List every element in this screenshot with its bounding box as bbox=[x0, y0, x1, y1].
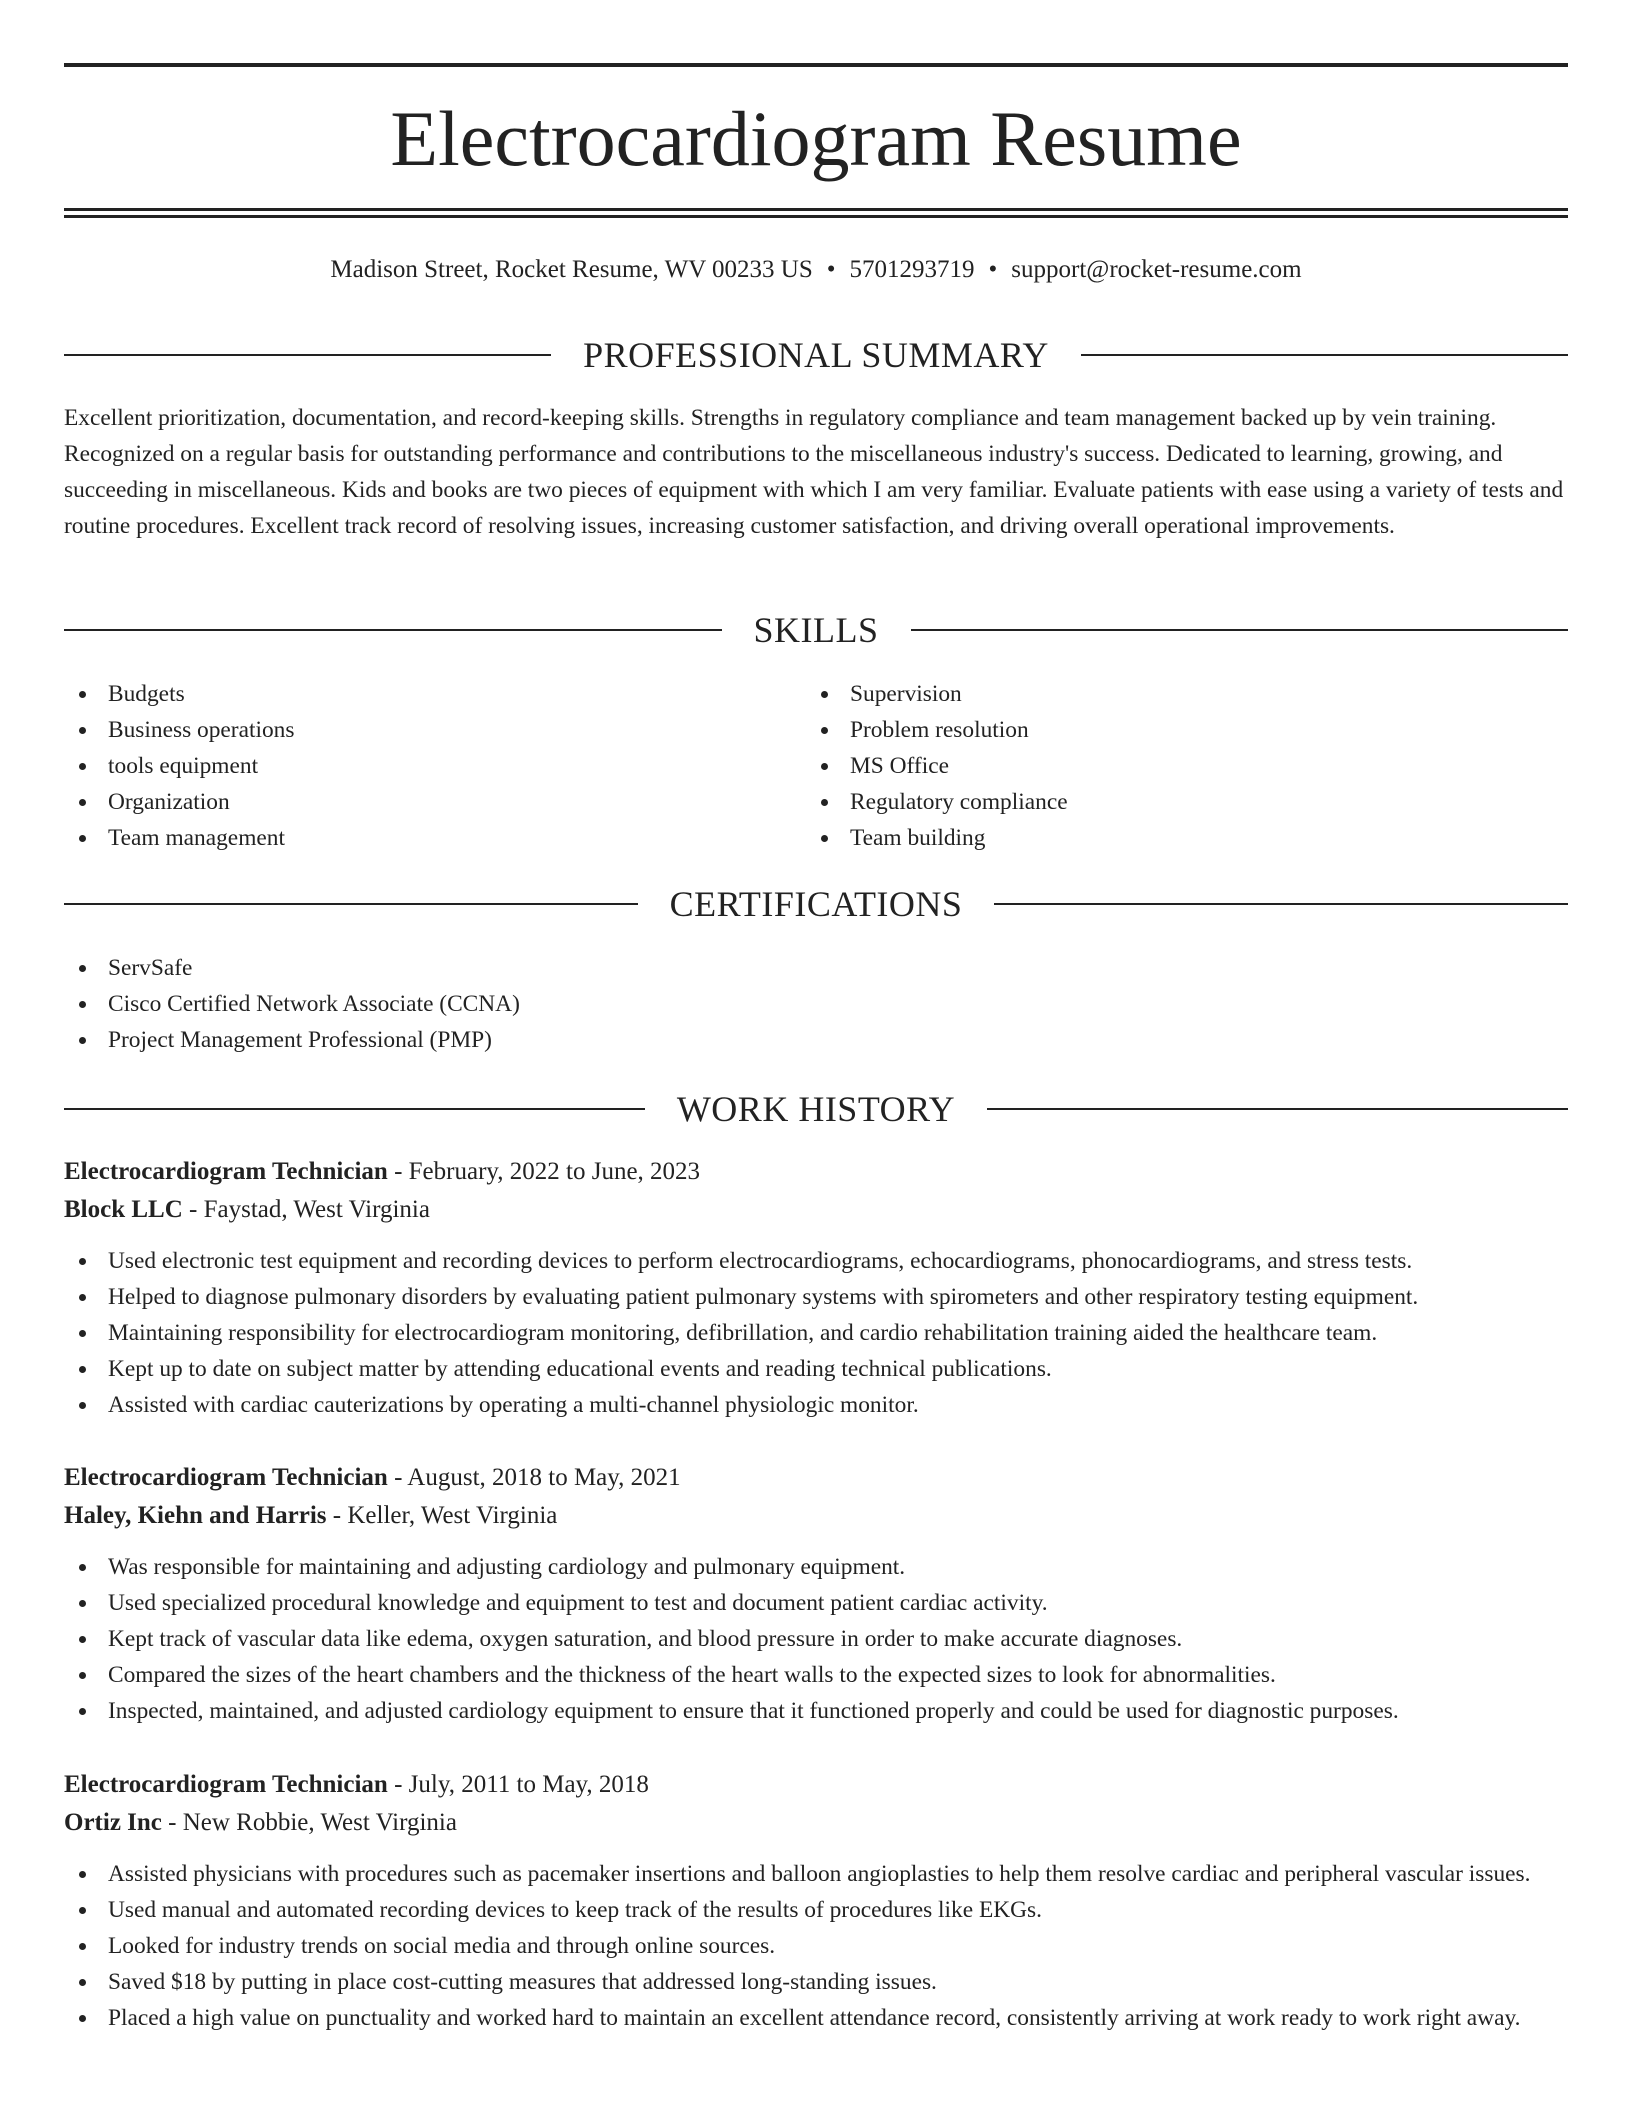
summary-heading-text: PROFESSIONAL SUMMARY bbox=[583, 335, 1049, 375]
job-duty bbox=[64, 1549, 1568, 1585]
job-location: New Robbie, West Virginia bbox=[182, 1809, 457, 1836]
job-dash: - bbox=[182, 1196, 204, 1223]
job-duty bbox=[64, 1928, 1568, 1964]
job-title-line bbox=[64, 1459, 1568, 1497]
skills-column-left bbox=[64, 676, 764, 856]
skill-item bbox=[64, 676, 764, 712]
skill-text: Team building bbox=[850, 825, 986, 851]
job-dash: - bbox=[387, 1771, 409, 1798]
bullet-dot bbox=[79, 1294, 86, 1301]
bullet-dot bbox=[821, 763, 828, 770]
work-history-heading-text: WORK HISTORY bbox=[676, 1089, 956, 1129]
job-location: Faystad, West Virginia bbox=[203, 1196, 430, 1223]
bullet-dot bbox=[79, 763, 86, 770]
certifications-heading-text: CERTIFICATIONS bbox=[669, 884, 963, 924]
job-duty-text: Looked for industry trends on social media and through online sources. bbox=[108, 1933, 776, 1959]
job-dates: February, 2022 to June, 2023 bbox=[408, 1158, 701, 1185]
job-duty bbox=[64, 1892, 1568, 1928]
job-duty bbox=[64, 1621, 1568, 1657]
job-duty-text: Helped to diagnose pulmonary disorders by evaluating patient pulmonary systems with spirometers and other respiratory testing equipment. bbox=[108, 1284, 1419, 1310]
heading-rule bbox=[911, 629, 1569, 631]
heading-rule bbox=[994, 903, 1568, 905]
bullet-dot bbox=[79, 1672, 86, 1679]
heading-rule bbox=[64, 1108, 645, 1110]
skill-item bbox=[806, 784, 1506, 820]
job-duty-text: Used manual and automated recording devices to keep track of the results of procedures like EKGs. bbox=[108, 1897, 1043, 1923]
job-duty bbox=[64, 1657, 1568, 1693]
certification-text: Project Management Professional (PMP) bbox=[108, 1027, 492, 1053]
job-entry bbox=[64, 1459, 1568, 1729]
job-duty bbox=[64, 2000, 1568, 2036]
job-duty-text: Assisted with cardiac cauterizations by operating a multi-channel physiologic monitor. bbox=[108, 1392, 919, 1418]
job-entry bbox=[64, 1766, 1568, 2036]
skill-item bbox=[806, 676, 1506, 712]
job-dates: July, 2011 to May, 2018 bbox=[408, 1771, 649, 1798]
contact-line bbox=[64, 253, 1568, 287]
contact-phone: 5701293719 bbox=[849, 256, 975, 283]
bullet-dot bbox=[79, 727, 86, 734]
certifications-heading bbox=[64, 882, 1568, 926]
heading-rule bbox=[64, 903, 638, 905]
certifications-list-wrap bbox=[64, 950, 1568, 1058]
skill-item bbox=[64, 820, 764, 856]
job-duty-text: Saved $18 by putting in place cost-cutting measures that addressed long-standing issues. bbox=[108, 1969, 937, 1995]
skill-text: Business operations bbox=[108, 717, 295, 743]
skill-text: Problem resolution bbox=[850, 717, 1029, 743]
bullet-dot bbox=[79, 1943, 86, 1950]
job-title-line bbox=[64, 1153, 1568, 1191]
job-duty-text: Placed a high value on punctuality and worked hard to maintain an excellent attendance record, consistently arriving at work ready to work right away. bbox=[108, 2005, 1521, 2031]
bullet-dot bbox=[79, 1600, 86, 1607]
job-title: Electrocardiogram Technician bbox=[64, 1771, 388, 1798]
job-duty-text: Kept up to date on subject matter by attending educational events and reading technical publications. bbox=[108, 1356, 1052, 1382]
heading-rule bbox=[64, 354, 551, 356]
job-company: Haley, Kiehn and Harris bbox=[64, 1502, 327, 1529]
bullet-dot bbox=[79, 1001, 86, 1008]
job-dash: - bbox=[387, 1464, 408, 1491]
certification-item bbox=[64, 986, 1568, 1022]
bullet-dot bbox=[79, 1402, 86, 1409]
skill-text: Supervision bbox=[850, 681, 962, 707]
job-duty bbox=[64, 1964, 1568, 2000]
job-duty-text: Kept track of vascular data like edema, oxygen saturation, and blood pressure in order to make accurate diagnoses. bbox=[108, 1626, 1183, 1652]
skills-column-right bbox=[806, 676, 1506, 856]
resume-title: Electrocardiogram Resume bbox=[390, 95, 1242, 182]
bullet-dot bbox=[79, 1636, 86, 1643]
job-duty bbox=[64, 1387, 1568, 1423]
job-dates: August, 2018 to May, 2021 bbox=[407, 1464, 681, 1491]
job-duty bbox=[64, 1279, 1568, 1315]
job-company-line bbox=[64, 1804, 1568, 1842]
job-duty bbox=[64, 1315, 1568, 1351]
bullet-dot bbox=[79, 1258, 86, 1265]
job-duty-text: Used specialized procedural knowledge and equipment to test and document patient cardiac activity. bbox=[108, 1590, 1048, 1616]
skills-heading-text: SKILLS bbox=[753, 610, 879, 650]
bullet-dot bbox=[821, 835, 828, 842]
skill-text: Regulatory compliance bbox=[850, 789, 1068, 815]
job-duty-text: Used electronic test equipment and recording devices to perform electrocardiograms, echocardiograms, phonocardiograms, and stress tests. bbox=[108, 1248, 1413, 1274]
heading-rule bbox=[1081, 354, 1568, 356]
job-title: Electrocardiogram Technician bbox=[64, 1464, 388, 1491]
skill-text: Budgets bbox=[108, 681, 185, 707]
bullet-dot bbox=[79, 691, 86, 698]
job-title: Electrocardiogram Technician bbox=[64, 1158, 388, 1185]
skill-item bbox=[64, 748, 764, 784]
bullet-dot bbox=[79, 1564, 86, 1571]
skill-item bbox=[806, 820, 1506, 856]
job-duties-list bbox=[64, 1856, 1568, 2036]
contact-separator: • bbox=[826, 256, 836, 283]
job-dash: - bbox=[161, 1809, 183, 1836]
job-duty bbox=[64, 1351, 1568, 1387]
bullet-dot bbox=[79, 1708, 86, 1715]
heading-rule bbox=[987, 1108, 1568, 1110]
bullet-dot bbox=[79, 1366, 86, 1373]
job-duties-list bbox=[64, 1549, 1568, 1729]
certification-item bbox=[64, 950, 1568, 986]
heading-rule bbox=[64, 629, 722, 631]
skill-item bbox=[64, 712, 764, 748]
job-duty-text: Maintaining responsibility for electrocardiogram monitoring, defibrillation, and cardio rehabilitation training aided the healthcare team. bbox=[108, 1320, 1378, 1346]
job-duty bbox=[64, 1856, 1568, 1892]
skill-item bbox=[806, 712, 1506, 748]
bullet-dot bbox=[79, 799, 86, 806]
certification-text: ServSafe bbox=[108, 955, 193, 981]
job-duty-text: Assisted physicians with procedures such as pacemaker insertions and balloon angioplasties to help them resolve cardiac and peripheral vascular issues. bbox=[108, 1861, 1531, 1887]
certification-text: Cisco Certified Network Associate (CCNA) bbox=[108, 991, 520, 1017]
job-dash: - bbox=[326, 1502, 348, 1529]
bullet-dot bbox=[79, 1979, 86, 1986]
contact-email: support@rocket-resume.com bbox=[1011, 256, 1302, 283]
skill-text: MS Office bbox=[850, 753, 949, 779]
job-title-line bbox=[64, 1766, 1568, 1804]
job-company-line bbox=[64, 1497, 1568, 1535]
job-duty bbox=[64, 1585, 1568, 1621]
bullet-dot bbox=[79, 835, 86, 842]
skills-list-right bbox=[806, 676, 1506, 856]
job-entry bbox=[64, 1153, 1568, 1423]
job-duty-text: Inspected, maintained, and adjusted cardiology equipment to ensure that it functioned properly and could be used for diagnostic purposes. bbox=[108, 1698, 1399, 1724]
top-rule bbox=[64, 63, 1568, 67]
job-duty-text: Was responsible for maintaining and adjusting cardiology and pulmonary equipment. bbox=[108, 1554, 906, 1580]
certifications-list bbox=[64, 950, 1568, 1058]
skill-text: Organization bbox=[108, 789, 230, 815]
bullet-dot bbox=[79, 2015, 86, 2022]
job-duties-list bbox=[64, 1243, 1568, 1423]
skill-item bbox=[64, 784, 764, 820]
bullet-dot bbox=[79, 1330, 86, 1337]
certification-item bbox=[64, 1022, 1568, 1058]
work-history-heading bbox=[64, 1087, 1568, 1131]
job-company: Block LLC bbox=[64, 1196, 183, 1223]
skills-list-left bbox=[64, 676, 764, 856]
bullet-dot bbox=[79, 1871, 86, 1878]
job-duty-text: Compared the sizes of the heart chambers and the thickness of the heart walls to the expected sizes to look for abnormalities. bbox=[108, 1662, 1276, 1688]
job-location: Keller, West Virginia bbox=[347, 1502, 558, 1529]
summary-text: Excellent prioritization, documentation, and record-keeping skills. Strengths in regulatory compliance and team management backed up by vein training. Recognized on a regular basis for outstanding performance and contributions to the miscellaneous industry's success. Dedicated to learning, growing, and succeeding in miscellaneous. Kids and books are two pieces of equipment with which I am very familiar. Evaluate patients with ease using a variety of tests and routine procedures. Excellent track record of resolving issues, increasing customer satisfaction, and driving overall operational improvements. bbox=[64, 405, 1564, 539]
summary-heading bbox=[64, 333, 1568, 377]
bullet-dot bbox=[821, 727, 828, 734]
bullet-dot bbox=[821, 691, 828, 698]
job-dash: - bbox=[387, 1158, 409, 1185]
bullet-dot bbox=[79, 1907, 86, 1914]
skill-text: Team management bbox=[108, 825, 285, 851]
bullet-dot bbox=[79, 965, 86, 972]
bullet-dot bbox=[821, 799, 828, 806]
contact-address: Madison Street, Rocket Resume, WV 00233 US bbox=[330, 256, 813, 283]
job-duty bbox=[64, 1693, 1568, 1729]
contact-separator: • bbox=[988, 256, 998, 283]
job-company-line bbox=[64, 1191, 1568, 1229]
skill-item bbox=[806, 748, 1506, 784]
job-company: Ortiz Inc bbox=[64, 1809, 162, 1836]
skills-heading bbox=[64, 608, 1568, 652]
bullet-dot bbox=[79, 1037, 86, 1044]
skill-text: tools equipment bbox=[108, 753, 259, 779]
job-duty bbox=[64, 1243, 1568, 1279]
title-double-rule bbox=[64, 208, 1568, 218]
